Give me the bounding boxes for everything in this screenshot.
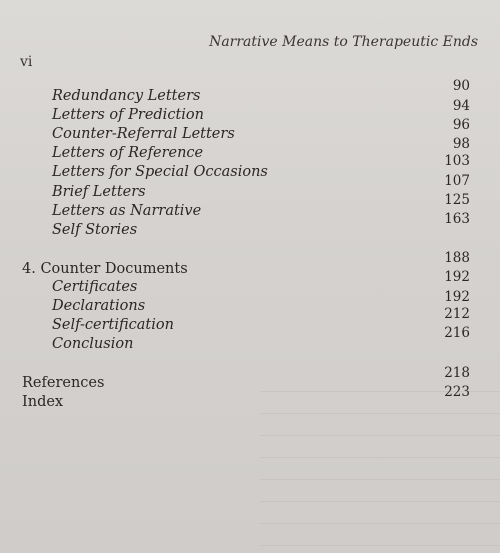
toc-entry-page: 192 xyxy=(444,289,470,305)
toc-backmatter-title: Index xyxy=(22,394,64,410)
toc-entry-page: 98 xyxy=(452,136,470,152)
toc-entry xyxy=(0,289,500,316)
toc-entry-title: Letters for Special Occasions xyxy=(52,164,268,180)
toc-entry-page: 216 xyxy=(444,325,470,341)
toc-entry xyxy=(0,98,500,125)
toc-entry-page: 192 xyxy=(444,269,470,285)
toc-entry-title: Letters of Prediction xyxy=(52,107,204,123)
toc-entry xyxy=(0,173,500,202)
toc-entry-title: Letters of Reference xyxy=(52,145,204,161)
toc-entry-title: Conclusion xyxy=(52,336,134,352)
running-head: Narrative Means to Therapeutic Ends xyxy=(209,34,478,50)
toc-entry-page: 103 xyxy=(444,153,470,169)
toc-backmatter-title: References xyxy=(22,375,105,391)
toc-chapter-entry xyxy=(0,250,500,279)
toc-entry-page: 96 xyxy=(452,117,470,133)
toc-chapter-title: 4. Counter Documents xyxy=(22,261,188,277)
toc-entry-page: 94 xyxy=(452,98,470,114)
toc-entry-title: Self-certification xyxy=(52,317,174,333)
toc-entry-title: Certificates xyxy=(52,279,138,295)
toc-entry xyxy=(0,136,500,163)
toc-entry-title: Redundancy Letters xyxy=(52,88,201,104)
toc-entry-title: Counter-Referral Letters xyxy=(52,126,235,142)
toc-entry-title: Self Stories xyxy=(52,222,138,238)
toc-entry-page: 188 xyxy=(444,250,470,266)
toc-entry-page: 163 xyxy=(444,211,470,227)
toc-entry-page: 125 xyxy=(444,192,470,208)
toc-backmatter-entry xyxy=(0,384,500,412)
toc-entry-page: 107 xyxy=(444,173,470,189)
toc-entry-page: 223 xyxy=(444,384,470,400)
toc-entry-page: 218 xyxy=(444,365,470,381)
toc-entry xyxy=(0,117,500,144)
toc-entry-title: Declarations xyxy=(52,298,146,314)
toc-entry-title: Letters as Narrative xyxy=(52,203,202,219)
toc-entry xyxy=(0,78,500,106)
toc-entry-page: 90 xyxy=(452,78,470,94)
toc-entry-title: Brief Letters xyxy=(52,184,146,200)
toc-backmatter-entry xyxy=(0,365,500,393)
page-number: vi xyxy=(20,54,33,70)
toc-entry-page: 212 xyxy=(444,306,470,322)
